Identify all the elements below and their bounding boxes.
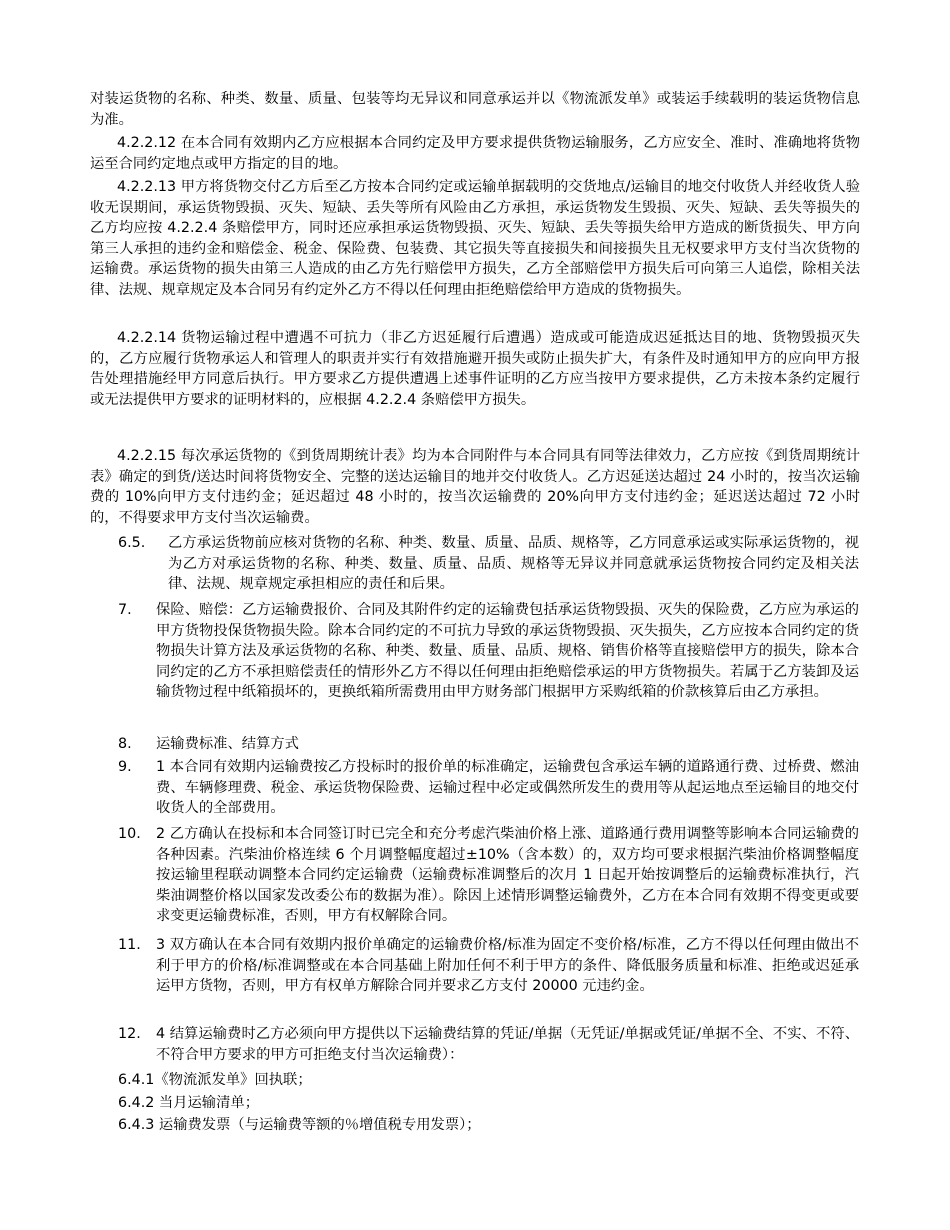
clause-4-2-2-12: 4.2.2.12 在本合同有效期内乙方应根据本合同约定及甲方要求提供货物运输服务，乙方应安全、准时、准确地将货物运至合同约定地点或甲方指定的目的地。 bbox=[90, 135, 860, 172]
list-item-text: 乙方承运货物前应核对货物的名称、种类、数量、质量、品质、规格等，乙方同意承运或实际承运货物的，视为乙方对承运货物的名称、种类、数量、质量、品质、规格等无异议并同意就承运货物按合同约定及相关法律、法规、规章规定承担相应的责任和后果。 bbox=[168, 535, 859, 593]
list-item-number: 6.5. bbox=[118, 535, 146, 551]
list-item-number: 8. bbox=[118, 736, 132, 752]
list-item-number: 11. bbox=[118, 937, 141, 953]
list-item-number: 7. bbox=[118, 602, 132, 618]
clause-4-2-2-15: 4.2.2.15 每次承运货物的《到货周期统计表》均为本合同附件与本合同具有同等法律效力，乙方应按《到货周期统计表》确定的到货/送达时间将货物安全、完整的送达运输目的地并交付收货人。乙方迟延送达超过 24 小时的，按当次运输费的 10%向甲方支付违约金；延迟超过 48 小时的，按当次运输费的 20%向甲方支付违约金；延迟送达超过 72 小时的，不得要求甲方支付当次运输费。 bbox=[90, 448, 860, 526]
clause-4-2-2-13: 4.2.2.13 甲方将货物交付乙方后至乙方按本合同约定或运输单据载明的交货地点/运输目的地交付收货人并经收货人验收无误期间，承运货物毁损、灭失、短缺、丢失等所有风险由乙方承担，承运货物发生毁损、灭失、短缺、丢失等损失的乙方均应按 4.2.2.4 条赔偿甲方，同时还应承担承运货物毁损、灭失、短缺、丢失等损失给甲方造成的断货损失、甲方向第三人承担的违约金和赔偿金、税金、保险费、包装费、其它损失等直接损失和间接损失且无权要求甲方支付当次货物的运输费。承运货物的损失由第三人造成的由乙方先行赔偿甲方损失，乙方全部赔偿甲方损失后可向第三人追偿，除相关法律、法规、规章规定及本合同另有约定外乙方不得以任何理由拒绝赔偿给甲方造成的货物损失。 bbox=[90, 179, 860, 298]
list-item-number: 12. bbox=[118, 1026, 141, 1042]
sub-item-6-4-2: 6.4.2 当月运输清单； bbox=[118, 1095, 259, 1111]
list-item-7 bbox=[118, 600, 859, 730]
sub-item-6-4-1: 6.4.1《物流派发单》回执联； bbox=[118, 1072, 312, 1088]
list-item-text: 1 本合同有效期内运输费按乙方投标时的报价单的标准确定，运输费包含承运车辆的道路通行费、过桥费、燃油费、车辆修理费、税金、承运货物保险费、运输过程中必定或偶然所发生的费用等从起运地点至运输目的地交付收货人的全部费用。 bbox=[156, 759, 859, 817]
clause-4-2-2-14: 4.2.2.14 货物运输过程中遭遇不可抗力（非乙方迟延履行后遭遇）造成或可能造成迟延抵达目的地、货物毁损灭失的，乙方应履行货物承运人和管理人的职责并实行有效措施避开损失或防止损失扩大，有条件及时通知甲方的应向甲方报告处理措施经甲方同意后执行。甲方要求乙方提供遭遇上述事件证明的乙方应当按甲方要求提供，乙方未按本条约定履行或无法提供甲方要求的证明材料的，应根据 4.2.2.4 条赔偿甲方损失。 bbox=[90, 330, 860, 408]
list-item-text: 运输费标准、结算方式 bbox=[156, 736, 299, 752]
list-item-11 bbox=[118, 935, 859, 1023]
list-item-number: 9. bbox=[118, 759, 132, 775]
list-item-8 bbox=[118, 734, 859, 756]
list-item-12 bbox=[118, 1024, 859, 1068]
list-item-text: 3 双方确认在本合同有效期内报价单确定的运输费价格/标准为固定不变价格/标准，乙方不得以任何理由做出不利于甲方的价格/标准调整或在本合同基础上附加任何不利于甲方的条件、降低服务质量和标准、拒绝或迟延承运甲方货物，否则，甲方有权单方解除合同并要求乙方支付 20000 元违约金。 bbox=[156, 937, 859, 995]
sub-item-6-4-3: 6.4.3 运输费发票（与运输费等额的％增值税专用发票）； bbox=[118, 1117, 481, 1133]
list-item-text: 保险、赔偿：乙方运输费报价、合同及其附件约定的运输费包括承运货物毁损、灭失的保险费，乙方应为承运的甲方货物投保货物损失险。除本合同约定的不可抗力导致的承运货物毁损、灭失损失，乙方应按本合同约定的货物损失计算方法及承运货物的名称、种类、数量、质量、品质、规格、销售价格等直接赔偿甲方的损失，除本合同约定的乙方不承担赔偿责任的情形外乙方不得以任何理由拒绝赔偿承运的甲方货物损失。若属于乙方装卸及运输货物过程中纸箱损坏的，更换纸箱所需费用由甲方财务部门根据甲方采购纸箱的价款核算后由乙方承担。 bbox=[156, 602, 859, 701]
list-item-number: 10. bbox=[118, 826, 141, 842]
list-item-text: 2 乙方确认在投标和本合同签订时已完全和充分考虑汽柴油价格上涨、道路通行费用调整等影响本合同运输费的各种因素。汽柴油价格连续 6 个月调整幅度超过±10%（含本数）的，双方均可要求根据汽柴油价格调整幅度按运输里程联动调整本合同约定运输费（运输费标准调整后的次月 1 日起开始按调整后的运输费标准执行，汽柴油调整价格以国家发改委公布的数据为准）。除因上述情形调整运输费外，乙方在本合同有效期不得变更或要求变更运输费标准，否则，甲方有权解除合同。 bbox=[156, 826, 859, 925]
list-item-10 bbox=[118, 824, 859, 934]
list-item-text: 4 结算运输费时乙方必须向甲方提供以下运输费结算的凭证/单据（无凭证/单据或凭证/单据不全、不实、不符、不符合甲方要求的甲方可拒绝支付当次运输费）： bbox=[156, 1026, 859, 1063]
list-item-9 bbox=[118, 757, 859, 821]
paragraph-continuation: 对装运货物的名称、种类、数量、质量、包装等均无异议和同意承运并以《物流派发单》或装运手续载明的装运货物信息为准。 bbox=[90, 91, 860, 128]
